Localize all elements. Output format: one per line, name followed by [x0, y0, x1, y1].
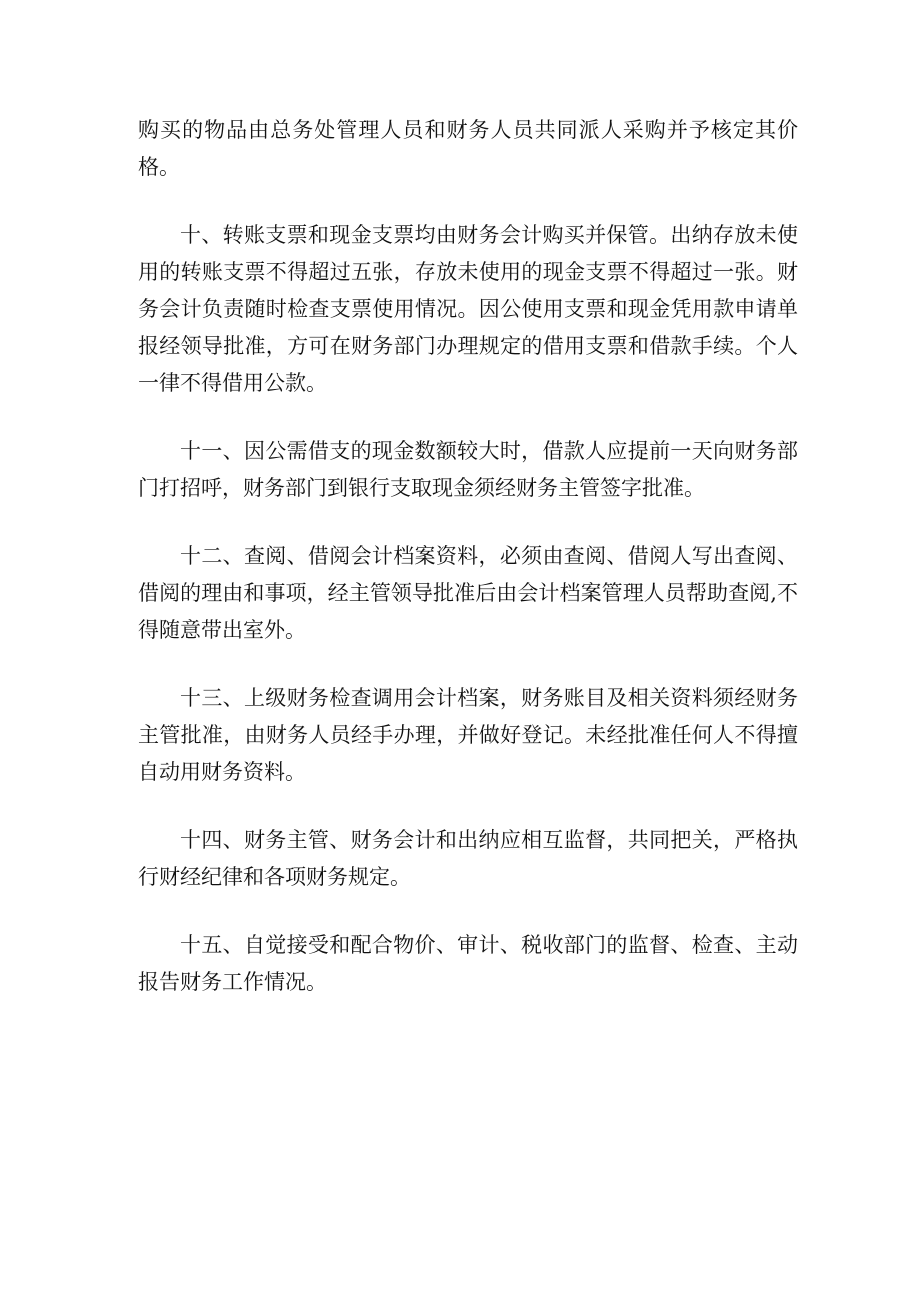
paragraph-item-11: 十一、因公需借支的现金数额较大时，借款人应提前一天向财务部门打招呼，财务部门到银行支取现金须经财务主管签字批准。	[138, 439, 798, 500]
paragraph-item-12: 十二、查阅、借阅会计档案资料，必须由查阅、借阅人写出查阅、借阅的理由和事项，经主管领导批准后由会计档案管理人员帮助查阅,不得随意带出室外。	[138, 544, 798, 642]
paragraph-item-13: 十三、上级财务检查调用会计档案，财务账目及相关资料须经财务主管批准，由财务人员经手办理，并做好登记。未经批准任何人不得擅自动用财务资料。	[138, 686, 798, 784]
paragraph-item-15: 十五、自觉接受和配合物价、审计、税收部门的监督、检查、主动报告财务工作情况。	[138, 933, 798, 994]
paragraph-item-14: 十四、财务主管、财务会计和出纳应相互监督，共同把关，严格执行财经纪律和各项财务规定。	[138, 828, 798, 889]
paragraph-continued: 购买的物品由总务处管理人员和财务人员共同派人采购并予核定其价格。	[138, 118, 798, 179]
paragraph-item-10: 十、转账支票和现金支票均由财务会计购买并保管。出纳存放未使用的转账支票不得超过五张，存放未使用的现金支票不得超过一张。财务会计负责随时检查支票使用情况。因公使用支票和现金凭用款申请单报经领导批准，方可在财务部门办理规定的借用支票和借款手续。个人一律不得借用公款。	[138, 223, 798, 395]
document-body	[138, 112, 798, 1032]
